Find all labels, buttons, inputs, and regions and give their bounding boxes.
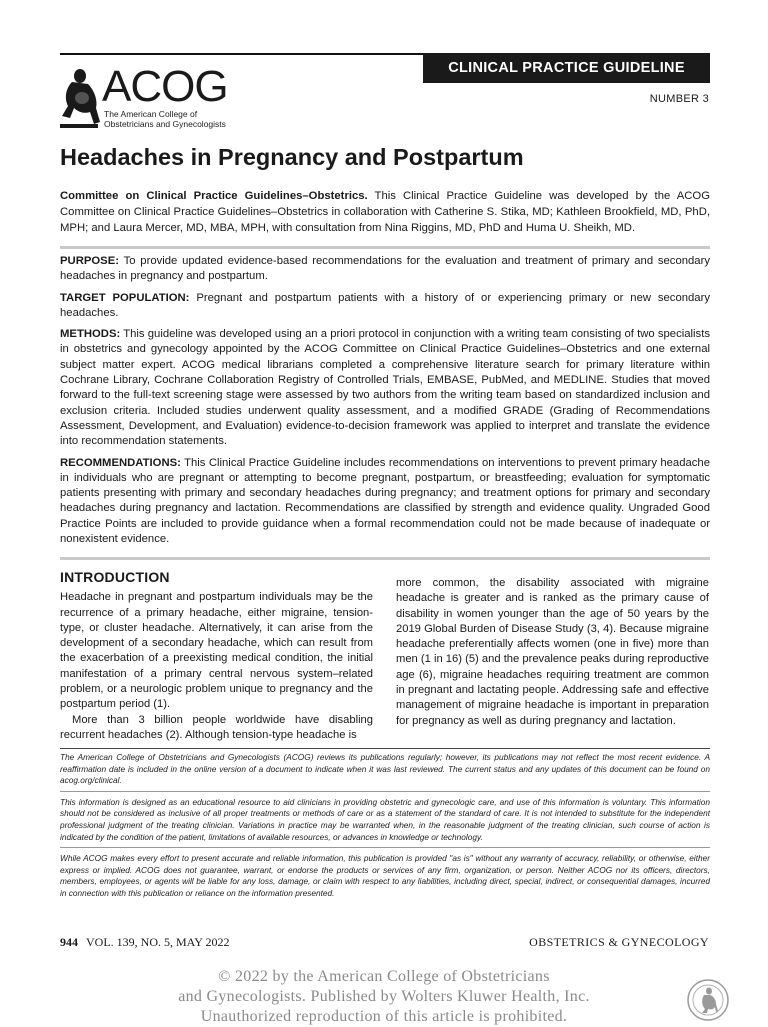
section-heading: INTRODUCTION [60, 569, 170, 585]
acog-figure-icon [58, 68, 100, 130]
disclaimer-warranty: While ACOG makes every effort to present accurate and reliable information, this publication is provided "as is" without any warranty of accuracy, reliability, or otherwise, either express or implied. ACOG does not guarantee, warrant, or endorse the products or services of any firm, organization, or person. Neither ACOG nor its officers, directors, members, employees, or agents will be liable for any loss, damage, or claim with respect to any liabilities, including direct, special, indirect, or consequential damages, incurred in connection with this publication or reliance on the information presented. [60, 853, 710, 898]
disclaimers [60, 752, 710, 904]
guideline-number: NUMBER 3 [649, 93, 709, 105]
methods-label: METHODS: [60, 328, 121, 341]
target-text: Pregnant and postpartum patients with a history of or experiencing primary or new secondary headaches. [60, 291, 710, 319]
abstract [60, 254, 710, 553]
divider [60, 246, 710, 249]
page-number: 944 [60, 935, 78, 949]
journal-name: OBSTETRICS & GYNECOLOGY [529, 935, 709, 949]
footer-citation [60, 935, 229, 950]
logo-org-line1: The American College of [104, 109, 198, 119]
target-label: TARGET POPULATION: [60, 291, 190, 304]
watermark-line2: and Gynecologists. Published by Wolters Kluwer Health, Inc. [178, 988, 590, 1005]
abstract-methods [60, 327, 710, 449]
page-title: Headaches in Pregnancy and Postpartum [60, 144, 524, 170]
committee-name: Committee on Clinical Practice Guidelines–Obstetrics. [60, 190, 368, 202]
authors-statement [60, 188, 710, 236]
recommendations-label: RECOMMENDATIONS: [60, 456, 181, 469]
logo-wordmark: ACOG [102, 62, 228, 111]
disclaimer-educational: This information is designed as an educational resource to aid clinicians in providing obstetric and gynecologic care, and use of this information is voluntary. This information should not be considered as inclusive of all proper treatments or methods of care or as a statement of the standard of care. It is not intended to substitute for the independent professional judgment of the treating clinician. Variations in practice may be warranted when, in the reasonable judgment of the treating clinician, such course of action is indicated by the condition of the patient, limitations of available resources, or advances in knowledge or technology. [60, 796, 710, 842]
body-column-left [60, 570, 373, 743]
acog-logo [58, 62, 258, 132]
copyright-watermark [100, 967, 668, 1027]
body-paragraph: More than 3 billion people worldwide have disabling recurrent headaches (2). Although tension-type headache is [60, 713, 373, 741]
recommendations-text: This Clinical Practice Guideline includes recommendations on interventions to prevent primary headache in individuals who are pregnant or attempting to become pregnant, postpartum, or breastfeeding; evaluation for symptomatic patients presenting with primary and secondary headaches during pregnancy; and treatment options for primary and secondary headaches during pregnancy and lactation. Recommendations are classified by strength and evidence quality. Ungraded Good Practice Points are included to provide guidance when a formal recommendation could not be made because of inadequate or nonexistent evidence. [60, 456, 710, 546]
abstract-purpose [60, 254, 710, 285]
body-paragraph: Headache in pregnant and postpartum individuals may be the recurrence of a primary headache, either migraine, tension-type, or cluster headache. Alternatively, it can arise from the development of a secondary headache, which can result from the exacerbation of a preexisting medical condition, the initial manifestation of a primary central nervous system–related problem, or a neurologic problem unique to pregnancy and the postpartum period (1). [60, 591, 373, 711]
divider [60, 791, 710, 792]
watermark-line1: © 2022 by the American College of Obstetricians [218, 968, 550, 985]
purpose-label: PURPOSE: [60, 255, 120, 267]
logo-org-line2: Obstetricians and Gynecologists [104, 119, 226, 129]
divider [60, 847, 710, 848]
logo-org-name [104, 109, 226, 129]
watermark-line3: Unauthorized reproduction of this article is prohibited. [200, 1008, 568, 1025]
divider [60, 748, 710, 749]
authors-text: This Clinical Practice Guideline was developed by the ACOG Committee on Clinical Practice Guidelines–Obstetrics in collaboration with Catherine S. Stika, MD; Kathleen Brookfield, MD, PhD, MPH; and Laura Mercer, MD, MBA, MPH, with consultation from Nina Riggins, MD, PhD and Huma U. Sheikh, MD. [60, 190, 710, 234]
divider [60, 557, 710, 560]
abstract-recommendations [60, 456, 710, 548]
guideline-banner: CLINICAL PRACTICE GUIDELINE [423, 53, 710, 83]
body-column-right [396, 576, 709, 729]
disclaimer-review: The American College of Obstetricians and Gynecologists (ACOG) reviews its publications regularly; however, its publications may not reflect the most recent evidence. A reaffirmation date is included in the online version of a document to indicate when it was last reviewed. The current status and any updates of this document can be found on acog.org/clinical. [60, 752, 710, 786]
acog-seal-icon [686, 978, 730, 1022]
abstract-target [60, 291, 710, 322]
volume-info: VOL. 139, NO. 5, MAY 2022 [86, 935, 230, 949]
purpose-text: To provide updated evidence-based recommendations for the evaluation and treatment of primary and secondary headaches in pregnancy and postpartum. [60, 255, 710, 283]
methods-text: This guideline was developed using an a priori protocol in conjunction with a writing team consisting of two specialists in obstetrics and gynecology appointed by the ACOG Committee on Clinical Practice Guidelines–Obstetrics and one external subject matter expert. ACOG medical librarians completed a comprehensive literature search for primary literature within Cochrane Library, Cochrane Collaboration Registry of Controlled Trials, EMBASE, PubMed, and MEDLINE. Studies that moved forward to the full-text screening stage were assessed by two authors from the writing team based on standardized inclusion and exclusion criteria. Included studies underwent quality assessment, and a modified GRADE (Grading of Recommendations Assessment, Development, and Evaluation) evidence-to-decision framework was applied to interpret and translate the evidence into recommendation statements. [60, 328, 710, 448]
body-paragraph: more common, the disability associated with migraine headache is greater and is ranked as the primary cause of disability in women younger than the age of 50 years by the 2019 Global Burden of Disease Study (3, 4). Because migraine headache preferentially affects women (one in five) more than men (1 in 16) (5) and the prevalence peaks during reproductive age (6), migraine headaches requiring treatment are common in pregnant and lactating people. Addressing safe and effective management of migraine headache is important in preparation for pregnancy as well as during pregnancy and lactation. [396, 577, 709, 727]
